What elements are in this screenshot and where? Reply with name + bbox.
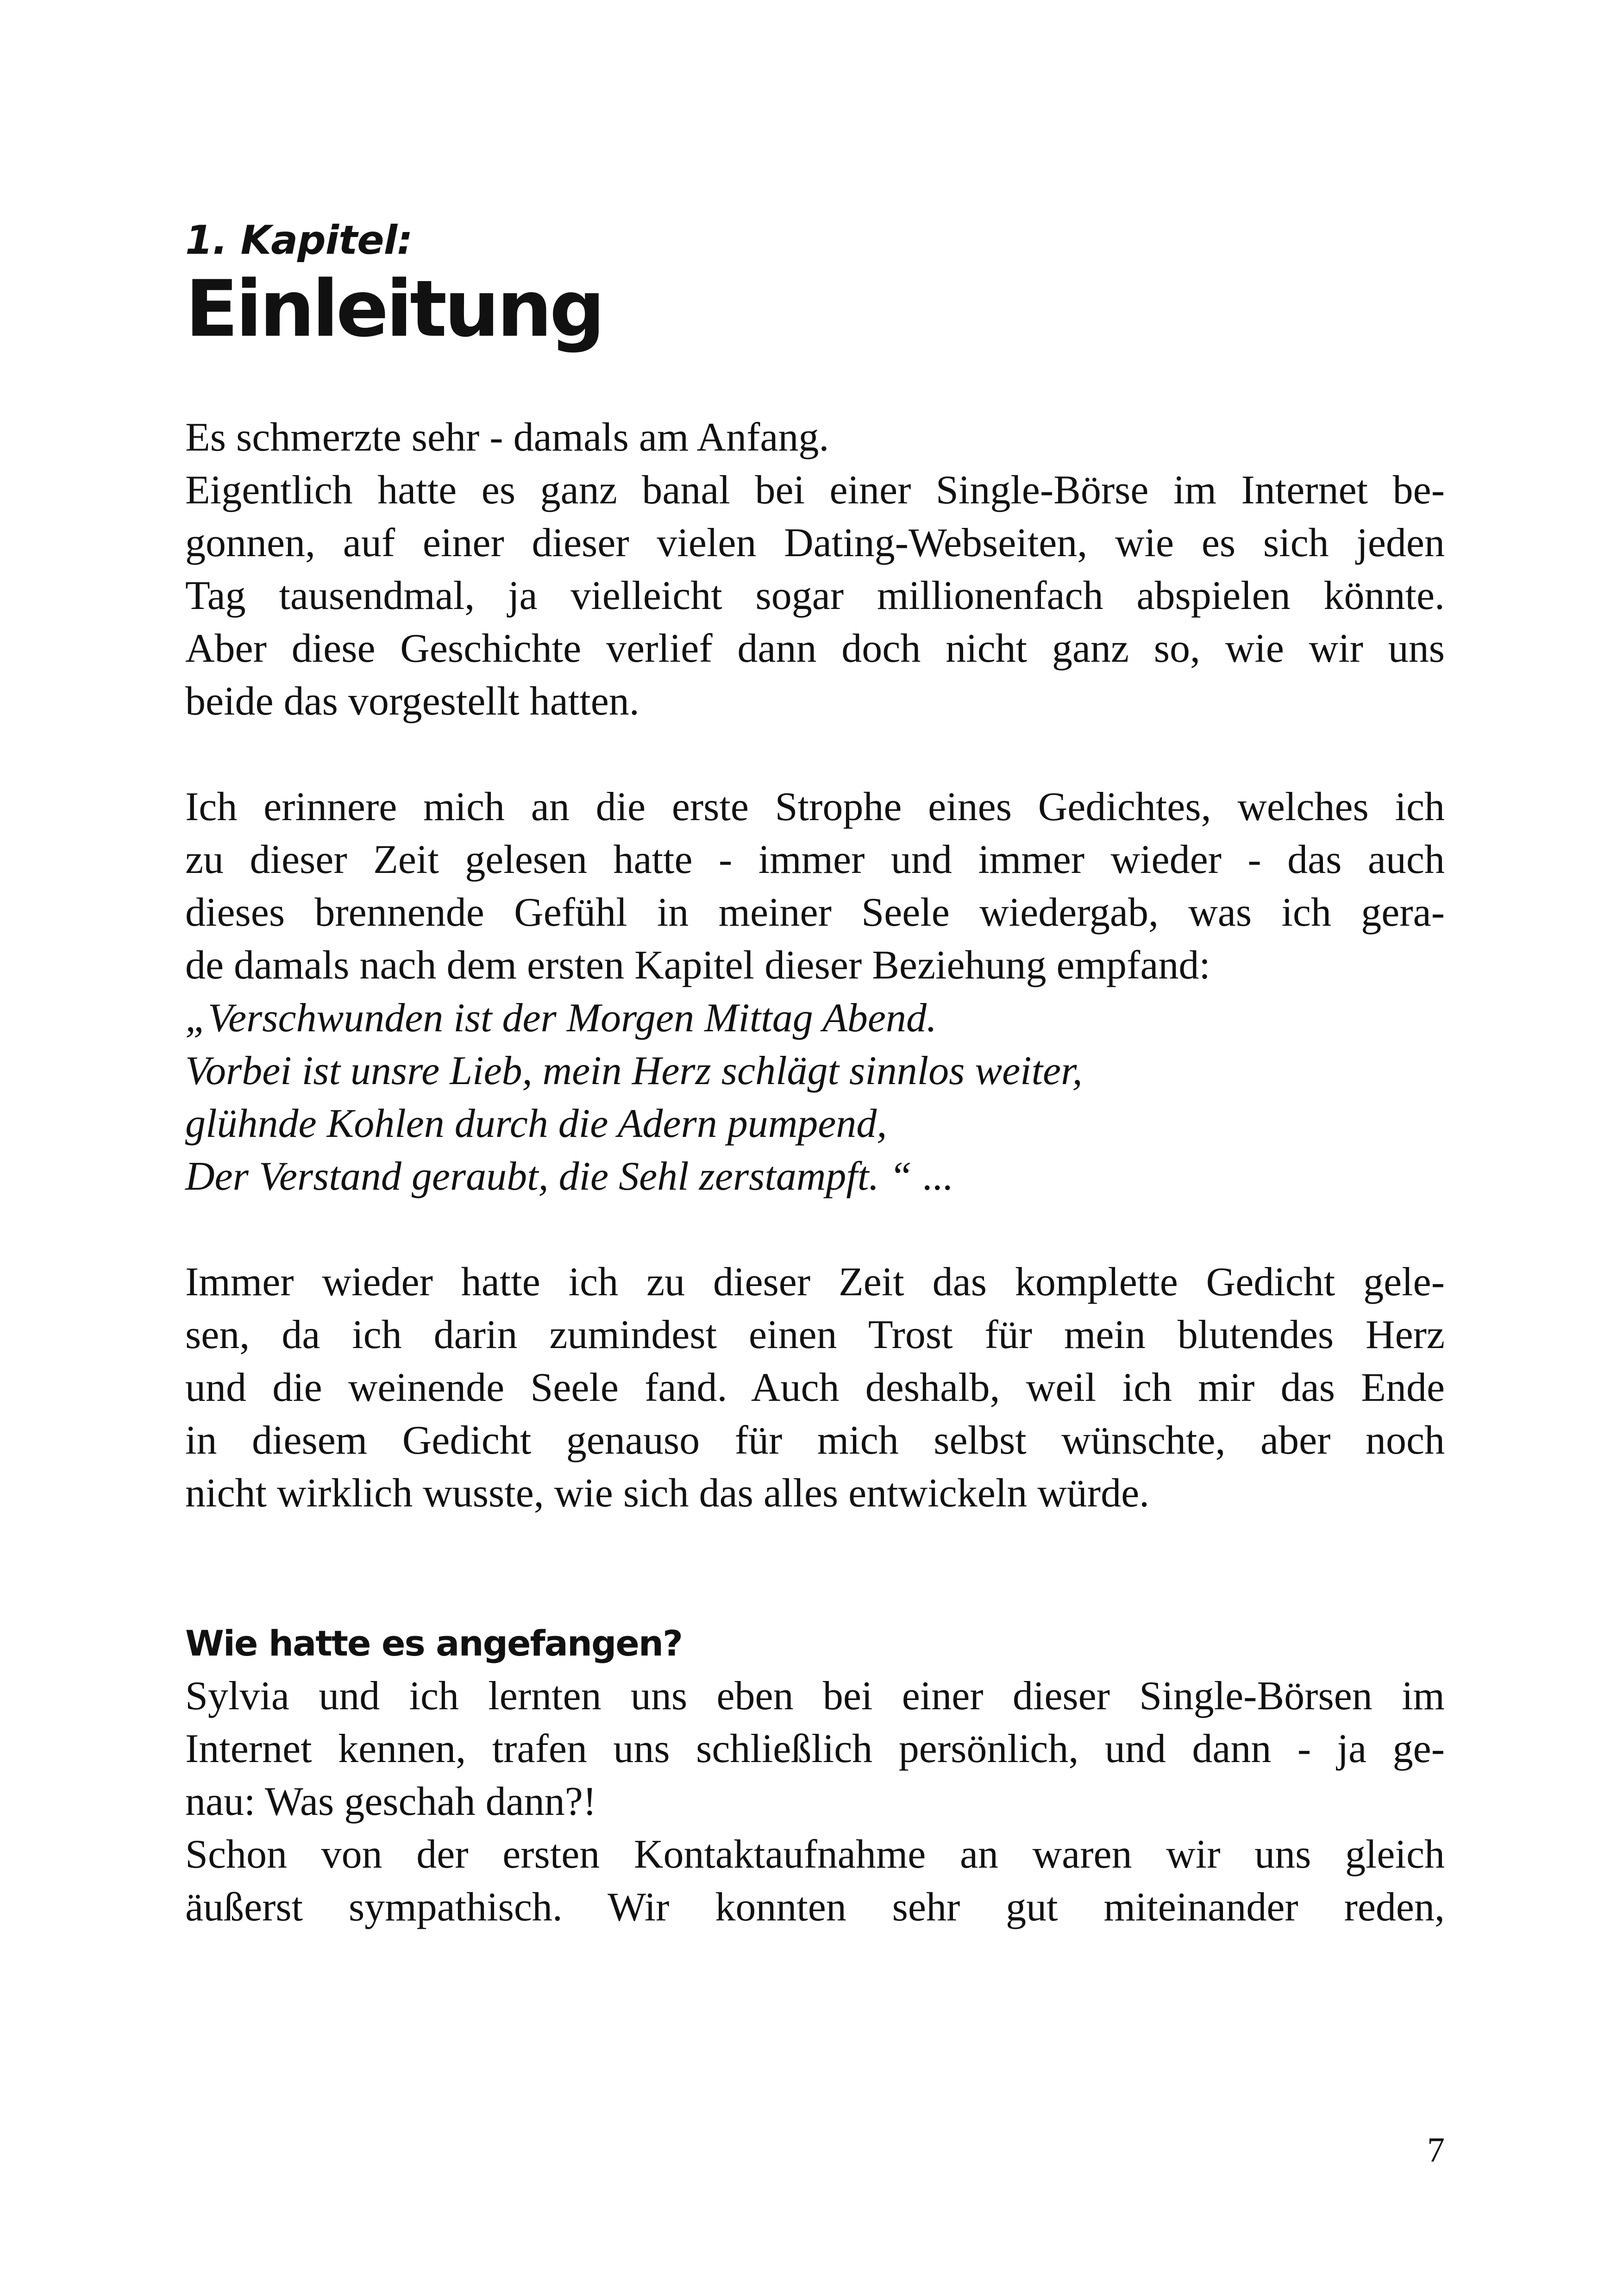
page-content [185, 218, 1445, 1934]
poem-line-text: Der Verstand geraubt, die Sehl zerstampft. “ [185, 1154, 912, 1199]
section-spacer [185, 1520, 1445, 1617]
poem-line [185, 1150, 1445, 1203]
paragraph-2 [185, 781, 1445, 992]
text-line: Immer wieder hatte ich zu dieser Zeit das komplette Gedicht gele- [185, 1259, 1445, 1305]
text-line: Tag tausendmal, ja vielleicht sogar millionenfach abspielen könnte. [185, 573, 1445, 618]
text-line: nau: Was geschah dann?! [185, 1779, 597, 1824]
poem-quote [185, 992, 1445, 1203]
text-line: Es schmerzte sehr - damals am Anfang. [185, 414, 829, 460]
paragraph-spacer [185, 728, 1445, 781]
chapter-title: Einleitung [185, 263, 602, 354]
poem-line: „Verschwunden ist der Morgen Mittag Abend. [185, 995, 937, 1041]
text-line: sen, da ich darin zumindest einen Trost für mein blutendes Herz [185, 1312, 1445, 1357]
section-paragraph [185, 1670, 1445, 1934]
text-line: und die weinende Seele fand. Auch deshalb, weil ich mir das Ende [185, 1365, 1445, 1410]
text-line: Ich erinnere mich an die erste Strophe eines Gedichtes, welches ich [185, 784, 1445, 829]
text-line: Schon von der ersten Kontaktaufnahme an waren wir uns gleich [185, 1832, 1445, 1877]
section-heading: Wie hatte es angefangen? [185, 1622, 683, 1664]
page-number: 7 [1427, 2131, 1445, 2170]
text-line: nicht wirklich wusste, wie sich das alles entwickeln würde. [185, 1470, 1150, 1516]
text-line: Aber diese Geschichte verlief dann doch nicht ganz so, wie wir uns [185, 626, 1445, 671]
poem-ellipsis: ... [912, 1154, 953, 1199]
text-line: zu dieser Zeit gelesen hatte - immer und immer wieder - das auch [185, 837, 1445, 882]
text-line: Eigentlich hatte es ganz banal bei einer Single-Börse im Internet be- [185, 467, 1445, 513]
paragraph-3 [185, 1256, 1445, 1520]
text-line: dieses brennende Gefühl in meiner Seele wiedergab, was ich gera- [185, 890, 1445, 935]
text-line: de damals nach dem ersten Kapitel dieser Beziehung empfand: [185, 942, 1210, 988]
text-line: Sylvia und ich lernten uns eben bei einer dieser Single-Börsen im [185, 1673, 1445, 1719]
text-line: beide das vorgestellt hatten. [185, 678, 639, 724]
text-line: in diesem Gedicht genauso für mich selbst wünschte, aber noch [185, 1418, 1445, 1463]
text-line: äußerst sympathisch. Wir konnten sehr gut miteinander reden, [185, 1884, 1445, 1930]
chapter-label: 1. Kapitel: [185, 217, 413, 263]
poem-line: Vorbei ist unsre Lieb, mein Herz schlägt sinnlos weiter, [185, 1048, 1083, 1093]
text-line: Internet kennen, trafen uns schließlich persönlich, und dann - ja ge- [185, 1726, 1445, 1771]
paragraph-1 [185, 411, 1445, 728]
poem-line: glühnde Kohlen durch die Adern pumpend, [185, 1101, 887, 1146]
paragraph-spacer [185, 1203, 1445, 1256]
text-line: gonnen, auf einer dieser vielen Dating-Webseiten, wie es sich jeden [185, 520, 1445, 565]
